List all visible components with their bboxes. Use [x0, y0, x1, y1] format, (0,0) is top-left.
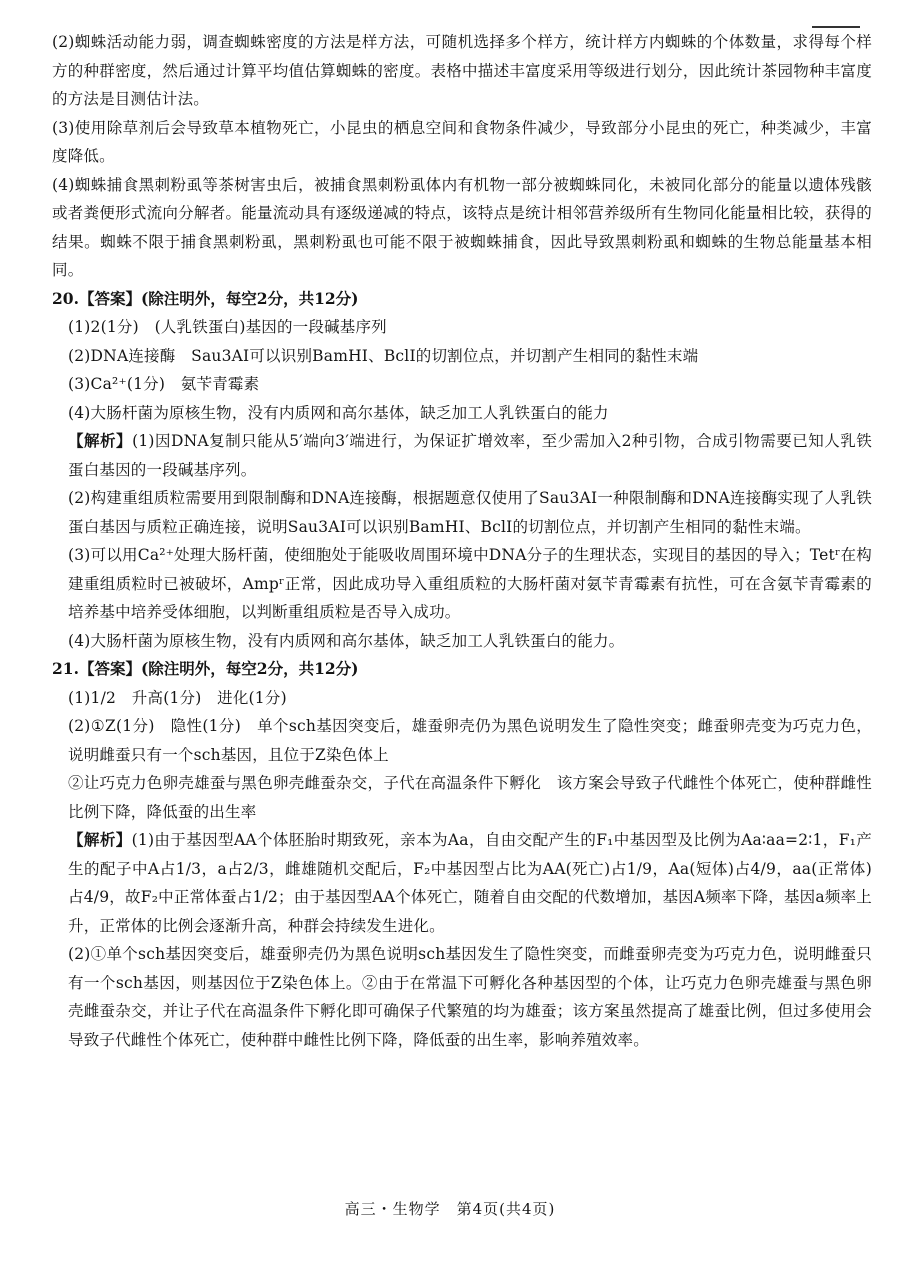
q21-analysis-label: 【解析】: [68, 830, 132, 849]
q21-explanation-1-text: (1)由于基因型AA个体胚胎时期致死，亲本为Aa，自由交配产生的F₁中基因型及比例为Aa∶aa=2∶1，F₁产生的配子中A占1/3，a占2/3，雌雄随机交配后，F₂中基因型占比为AA(死亡)占1/9，Aa(短体)占4/9，aa(正常体)占4/9，故F₂中正常体蚕占1/2；由于基因型AA个体死亡，随着自由交配的代数增加，基因A频率下降，基因a频率上升，正常体的比例会逐渐升高，种群会持续发生进化。: [68, 831, 872, 935]
answer-content: [52, 28, 872, 1054]
q19-answer-2: (2)蜘蛛活动能力弱，调查蜘蛛密度的方法是样方法，可随机选择多个样方，统计样方内蜘蛛的个体数量，求得每个样方的种群密度，然后通过计算平均值估算蜘蛛的密度。表格中描述丰富度采用等级进行划分，因此统计茶园物种丰富度的方法是目测估计法。: [52, 33, 872, 108]
q19-answer-4: (4)蜘蛛捕食黑刺粉虱等茶树害虫后，被捕食黑刺粉虱体内有机物一部分被蜘蛛同化，未被同化部分的能量以遗体残骸或者粪便形式流向分解者。能量流动具有逐级递减的特点，该特点是统计相邻营养级所有生物同化能量相比较，获得的结果。蜘蛛不限于捕食黑刺粉虱，黑刺粉虱也可能不限于被蜘蛛捕食，因此导致黑刺粉虱和蜘蛛的生物总能量基本相同。: [52, 175, 872, 279]
page-footer: 高三・生物学 第4页(共4页): [344, 1200, 556, 1218]
q19-answer-3: (3)使用除草剂后会导致草本植物死亡，小昆虫的栖息空间和食物条件减少，导致部分小昆虫的死亡，种类减少，丰富度降低。: [52, 118, 872, 165]
q20-explanation-1: [52, 427, 872, 484]
q21-heading: 21.【答案】(除注明外，每空2分，共12分): [52, 659, 359, 678]
q21-explanation-2: (2)①单个sch基因突变后，雄蚕卵壳仍为黑色说明sch基因发生了隐性突变，而雌蚕卵壳变为巧克力色，说明雌蚕只有一个sch基因，则基因位于Z染色体上。②由于在常温下可孵化各种基因型的个体，让巧克力色卵壳雄蚕与黑色卵壳雌蚕杂交，并让子代在高温条件下孵化即可确保子代繁殖的均为雄蚕；该方案虽然提高了雄蚕比例，但过多使用会导致子代雌性个体死亡，使种群中雌性比例下降，降低蚕的出生率，影响养殖效率。: [68, 945, 872, 1049]
q20-explanation-2: (2)构建重组质粒需要用到限制酶和DNA连接酶，根据题意仅使用了Sau3AⅠ一种限制酶和DNA连接酶实现了人乳铁蛋白基因与质粒正确连接，说明Sau3AⅠ可以识别BamHⅠ、BclⅠ的切割位点，并切割产生相同的黏性末端。: [68, 489, 872, 536]
q20-answer-1: (1)2(1分) (人乳铁蛋白)基因的一段碱基序列: [68, 318, 387, 336]
q20-explanation-1-text: (1)因DNA复制只能从5′端向3′端进行，为保证扩增效率，至少需加入2种引物，合成引物需要已知人乳铁蛋白基因的一段碱基序列。: [68, 432, 872, 479]
q20-explanation-4: (4)大肠杆菌为原核生物，没有内质网和高尔基体，缺乏加工人乳铁蛋白的能力。: [68, 631, 625, 650]
q20-answer-3: (3)Ca²⁺(1分) 氨苄青霉素: [68, 375, 260, 393]
q21-explanation-1: [52, 826, 872, 940]
q21-answer-2: (2)①Z(1分) 隐性(1分) 单个sch基因突变后，雄蚕卵壳仍为黑色说明发生了隐性突变；雌蚕卵壳变为巧克力色，说明雌蚕只有一个sch基因，且位于Z染色体上: [68, 717, 872, 764]
q20-heading: 20.【答案】(除注明外，每空2分，共12分): [52, 288, 359, 308]
q20-answer-4: (4)大肠杆菌为原核生物，没有内质网和高尔基体，缺乏加工人乳铁蛋白的能力: [68, 403, 609, 422]
q20-explanation-3: (3)可以用Ca²⁺处理大肠杆菌，使细胞处于能吸收周围环境中DNA分子的生理状态，实现目的基因的导入；Tetʳ在构建重组质粒时已被破坏，Ampʳ正常，因此成功导入重组质粒的大肠杆菌对氨苄青霉素有抗性，可在含氨苄青霉素的培养基中培养受体细胞，以判断重组质粒是否导入成功。: [68, 546, 872, 621]
q21-answer-3: ②让巧克力色卵壳雄蚕与黑色卵壳雌蚕杂交，子代在高温条件下孵化 该方案会导致子代雌性个体死亡，使种群雌性比例下降，降低蚕的出生率: [68, 774, 872, 821]
q20-answer-2: (2)DNA连接酶 Sau3AⅠ可以识别BamHⅠ、BclⅠ的切割位点，并切割产生相同的黏性末端: [68, 346, 699, 365]
q21-answer-1: (1)1/2 升高(1分) 进化(1分): [68, 688, 287, 707]
q20-analysis-label: 【解析】: [68, 431, 133, 450]
